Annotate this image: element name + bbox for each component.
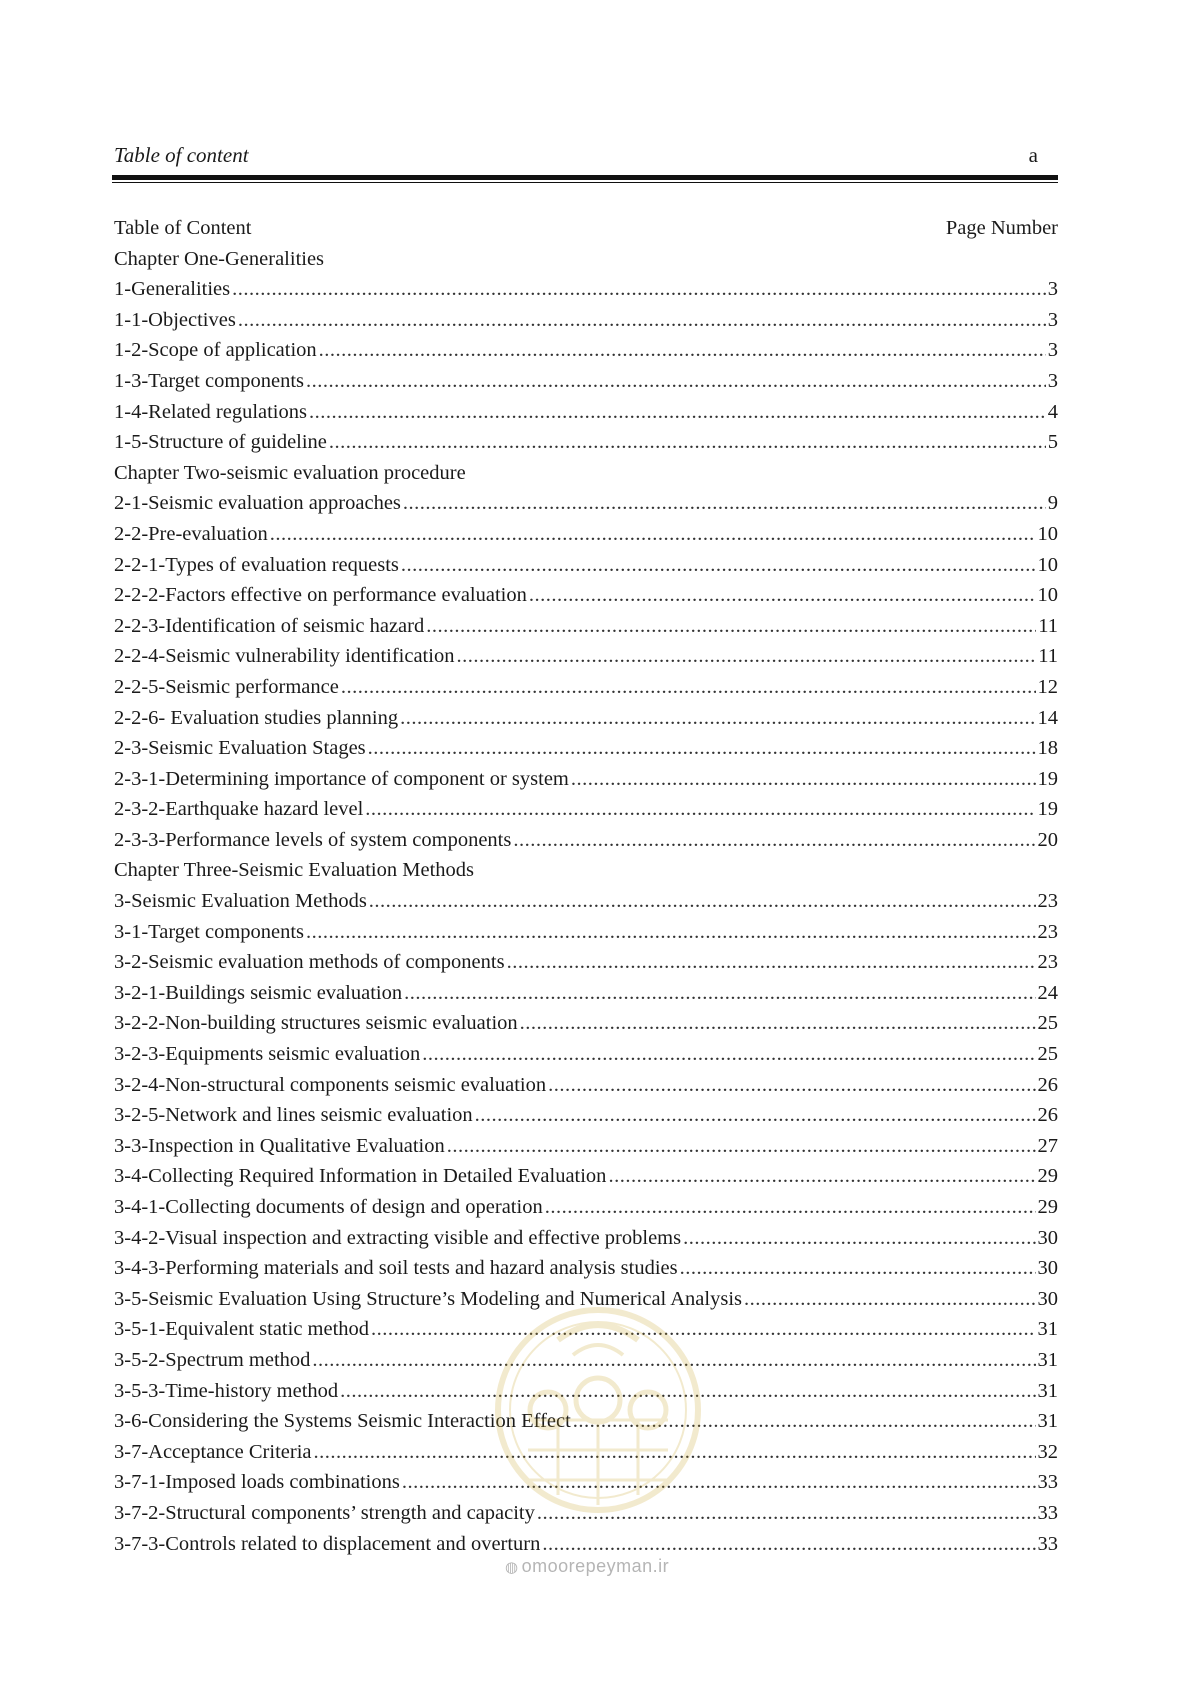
dot-leader (608, 1161, 1035, 1192)
toc-entry-page: 23 (1037, 920, 1058, 943)
toc-entry-page: 3 (1047, 278, 1058, 301)
toc-entry-page: 10 (1037, 584, 1058, 607)
toc-entry-title: 2-2-Pre-evaluation (114, 522, 268, 545)
toc-entry-title: Chapter Two-seismic evaluation procedure (114, 461, 466, 484)
dot-leader (507, 947, 1036, 978)
toc-entry (114, 794, 1058, 825)
toc-entry-page: 24 (1037, 981, 1058, 1004)
toc-entry-title: 3-2-1-Buildings seismic evaluation (114, 981, 403, 1004)
toc-entry-title: 3-2-3-Equipments seismic evaluation (114, 1043, 421, 1066)
dot-leader (537, 1498, 1036, 1529)
toc-entry-title: 2-2-1-Types of evaluation requests (114, 553, 399, 576)
toc-entry-title: 3-4-3-Performing materials and soil tests and hazard analysis studies (114, 1257, 678, 1280)
toc-entry (114, 1314, 1058, 1345)
toc-entry (114, 1070, 1058, 1101)
dot-leader (270, 519, 1036, 550)
toc-entry (114, 733, 1058, 764)
toc-entry (114, 764, 1058, 795)
toc-entry (114, 825, 1058, 856)
toc-entry-page: 30 (1037, 1287, 1058, 1310)
toc-entry-page: 31 (1037, 1348, 1058, 1371)
toc-entry-page: 19 (1037, 798, 1058, 821)
dot-leader (306, 366, 1046, 397)
toc-entry-title: 1-5-Structure of guideline (114, 431, 327, 454)
dot-leader (548, 1070, 1035, 1101)
toc-entry (114, 1467, 1058, 1498)
toc-entry-title: 2-3-3-Performance levels of system components (114, 828, 512, 851)
header-rule-thin (112, 182, 1058, 183)
toc-entry-page: 4 (1047, 400, 1058, 423)
toc-entry-page: 18 (1037, 737, 1058, 760)
toc-entry-page: 10 (1037, 553, 1058, 576)
toc-entry (114, 427, 1058, 458)
toc-entry (114, 1498, 1058, 1529)
globe-icon: ◍ (505, 1559, 519, 1576)
dot-leader (232, 274, 1046, 305)
toc-entry-title: 3-4-2-Visual inspection and extracting visible and effective problems (114, 1226, 682, 1249)
dot-leader (529, 580, 1036, 611)
toc-entry-page: 33 (1037, 1501, 1058, 1524)
toc-entry-title: 2-2-4-Seismic vulnerability identification (114, 645, 455, 668)
dot-leader (306, 917, 1035, 948)
toc-entry-page: 33 (1037, 1471, 1058, 1494)
toc-entry-title: 3-5-3-Time-history method (114, 1379, 339, 1402)
page-header (114, 140, 1058, 170)
toc-entry-page: 31 (1037, 1379, 1058, 1402)
toc-entry (114, 1437, 1058, 1468)
dot-leader (340, 1376, 1035, 1407)
toc-entry-title: Chapter Three-Seismic Evaluation Methods (114, 859, 474, 882)
toc-entry-page: 23 (1037, 890, 1058, 913)
dot-leader (571, 764, 1036, 795)
toc-entry-page: 3 (1047, 339, 1058, 362)
toc-entry (114, 1529, 1058, 1560)
toc-entry (114, 366, 1058, 397)
toc-entry-title: 2-3-2-Earthquake hazard level (114, 798, 364, 821)
toc-entry-page: 29 (1037, 1165, 1058, 1188)
toc-entry-title: 1-Generalities (114, 278, 231, 301)
toc-entry-title: 3-7-1-Imposed loads combinations (114, 1471, 400, 1494)
dot-leader (744, 1284, 1036, 1315)
toc-entry-page: 23 (1037, 951, 1058, 974)
toc-entry-title: 3-5-Seismic Evaluation Using Structure’s Modeling and Numerical Analysis (114, 1287, 742, 1310)
toc-entry (114, 1284, 1058, 1315)
toc-entry-page: 33 (1037, 1532, 1058, 1555)
toc-entry-title: 3-7-2-Structural components’ strength and capacity (114, 1501, 535, 1524)
toc-entry-title: 2-2-6- Evaluation studies planning (114, 706, 399, 729)
dot-leader (513, 825, 1035, 856)
toc-entry-page: 19 (1037, 767, 1058, 790)
toc-entry (114, 917, 1058, 948)
toc-entry-page: 9 (1047, 492, 1058, 515)
dot-leader (329, 427, 1046, 458)
toc-entry (114, 886, 1058, 917)
toc-entry (114, 1039, 1058, 1070)
dot-leader (475, 1100, 1036, 1131)
toc-entry (114, 580, 1058, 611)
toc-entry-page: 11 (1038, 645, 1058, 668)
dot-leader (309, 397, 1046, 428)
dot-leader (401, 550, 1036, 581)
toc-entry-page: 3 (1047, 369, 1058, 392)
toc-entry-page: 20 (1037, 828, 1058, 851)
dot-leader (365, 794, 1035, 825)
toc-entry-title: 3-1-Target components (114, 920, 305, 943)
dot-leader (573, 1406, 1036, 1437)
toc-entry (114, 335, 1058, 366)
watermark-url (505, 1556, 669, 1577)
toc-entry-title: 2-3-1-Determining importance of component or system (114, 767, 569, 790)
table-of-contents (114, 213, 1058, 1559)
toc-entry (114, 397, 1058, 428)
toc-entry (114, 274, 1058, 305)
toc-entry (114, 1345, 1058, 1376)
watermark-url-text: omoorepeyman.ir (521, 1556, 670, 1576)
toc-entry (114, 1406, 1058, 1437)
toc-entry-title: 2-1-Seismic evaluation approaches (114, 492, 401, 515)
toc-chapter-heading (114, 458, 1058, 489)
toc-entry (114, 641, 1058, 672)
toc-entry-title: Chapter One-Generalities (114, 247, 325, 270)
toc-chapter-heading (114, 244, 1058, 275)
toc-entry-title: 3-2-2-Non-building structures seismic evaluation (114, 1012, 518, 1035)
toc-entry-page: 5 (1047, 431, 1058, 454)
toc-entry-page: 31 (1037, 1318, 1058, 1341)
dot-leader (520, 1008, 1036, 1039)
toc-entry-title: 3-2-4-Non-structural components seismic evaluation (114, 1073, 547, 1096)
toc-entry (114, 1223, 1058, 1254)
dot-leader (238, 305, 1046, 336)
toc-entry (114, 611, 1058, 642)
dot-leader (400, 703, 1035, 734)
dot-leader (680, 1253, 1036, 1284)
dot-leader (422, 1039, 1035, 1070)
toc-heading-right: Page Number (945, 217, 1058, 239)
toc-entry-title: 3-7-Acceptance Criteria (114, 1440, 312, 1463)
toc-entry-page: 32 (1037, 1440, 1058, 1463)
dot-leader (312, 1345, 1035, 1376)
dot-leader (341, 672, 1036, 703)
dot-leader (402, 1467, 1036, 1498)
dot-leader (369, 886, 1036, 917)
toc-entry-title: 2-2-2-Factors effective on performance evaluation (114, 584, 527, 607)
dot-leader (404, 978, 1035, 1009)
toc-entry-page: 14 (1037, 706, 1058, 729)
toc-chapter-heading (114, 855, 1058, 886)
toc-entry-title: 2-3-Seismic Evaluation Stages (114, 737, 366, 760)
page-number: a (1028, 143, 1038, 167)
dot-leader (319, 335, 1046, 366)
dot-leader (403, 488, 1046, 519)
toc-entry-page: 31 (1037, 1410, 1058, 1433)
toc-entry-title: 3-2-Seismic evaluation methods of components (114, 951, 505, 974)
dot-leader (683, 1223, 1035, 1254)
toc-entry (114, 1100, 1058, 1131)
toc-entry (114, 1131, 1058, 1162)
dot-leader (447, 1131, 1036, 1162)
toc-entry (114, 1192, 1058, 1223)
dot-leader (542, 1529, 1035, 1560)
toc-entry-page: 30 (1037, 1226, 1058, 1249)
toc-entry (114, 672, 1058, 703)
toc-entry (114, 550, 1058, 581)
toc-entry-title: 3-Seismic Evaluation Methods (114, 890, 367, 913)
toc-entry-page: 25 (1037, 1012, 1058, 1035)
dot-leader (545, 1192, 1036, 1223)
toc-entry (114, 1376, 1058, 1407)
toc-entry-title: 2-2-5-Seismic performance (114, 675, 339, 698)
toc-entry (114, 519, 1058, 550)
toc-entry-title: 3-5-2-Spectrum method (114, 1348, 311, 1371)
toc-column-headers (114, 213, 1058, 244)
toc-entry-title: 3-3-Inspection in Qualitative Evaluation (114, 1134, 445, 1157)
toc-entry-title: 1-3-Target components (114, 369, 305, 392)
toc-entry-title: 3-7-3-Controls related to displacement and overturn (114, 1532, 541, 1555)
toc-entry-page: 12 (1037, 675, 1058, 698)
toc-entry-title: 3-5-1-Equivalent static method (114, 1318, 370, 1341)
toc-entry-title: 1-1-Objectives (114, 308, 236, 331)
toc-entry (114, 488, 1058, 519)
dot-leader (313, 1437, 1035, 1468)
toc-entry (114, 1161, 1058, 1192)
toc-entry-page: 26 (1037, 1073, 1058, 1096)
toc-entry-title: 2-2-3-Identification of seismic hazard (114, 614, 425, 637)
toc-entry-page: 30 (1037, 1257, 1058, 1280)
header-rule-thick (112, 175, 1058, 180)
running-title: Table of content (114, 143, 249, 167)
toc-entry-title: 3-4-1-Collecting documents of design and operation (114, 1196, 543, 1218)
toc-entry-title: 1-4-Related regulations (114, 400, 307, 423)
toc-entry-page: 25 (1037, 1043, 1058, 1066)
toc-entry (114, 703, 1058, 734)
dot-leader (368, 733, 1036, 764)
toc-entry-title: 3-2-5-Network and lines seismic evaluation (114, 1104, 473, 1127)
toc-entry-page: 11 (1038, 614, 1058, 637)
toc-entry-page: 26 (1037, 1104, 1058, 1127)
toc-entry (114, 947, 1058, 978)
toc-entry-title: 3-6-Considering the Systems Seismic Interaction Effect (114, 1410, 571, 1433)
toc-entries (114, 244, 1058, 1560)
toc-heading-left: Table of Content (114, 217, 252, 239)
toc-entry-page: 3 (1047, 308, 1058, 331)
toc-entry (114, 1253, 1058, 1284)
toc-entry-page: 10 (1037, 522, 1058, 545)
toc-entry-title: 3-4-Collecting Required Information in Detailed Evaluation (114, 1165, 607, 1188)
dot-leader (456, 641, 1036, 672)
toc-entry-page: 27 (1037, 1134, 1058, 1157)
toc-entry-page: 29 (1037, 1196, 1058, 1218)
dot-leader (371, 1314, 1035, 1345)
toc-entry (114, 1008, 1058, 1039)
toc-entry (114, 978, 1058, 1009)
dot-leader (426, 611, 1036, 642)
toc-entry-title: 1-2-Scope of application (114, 339, 317, 362)
toc-entry (114, 305, 1058, 336)
